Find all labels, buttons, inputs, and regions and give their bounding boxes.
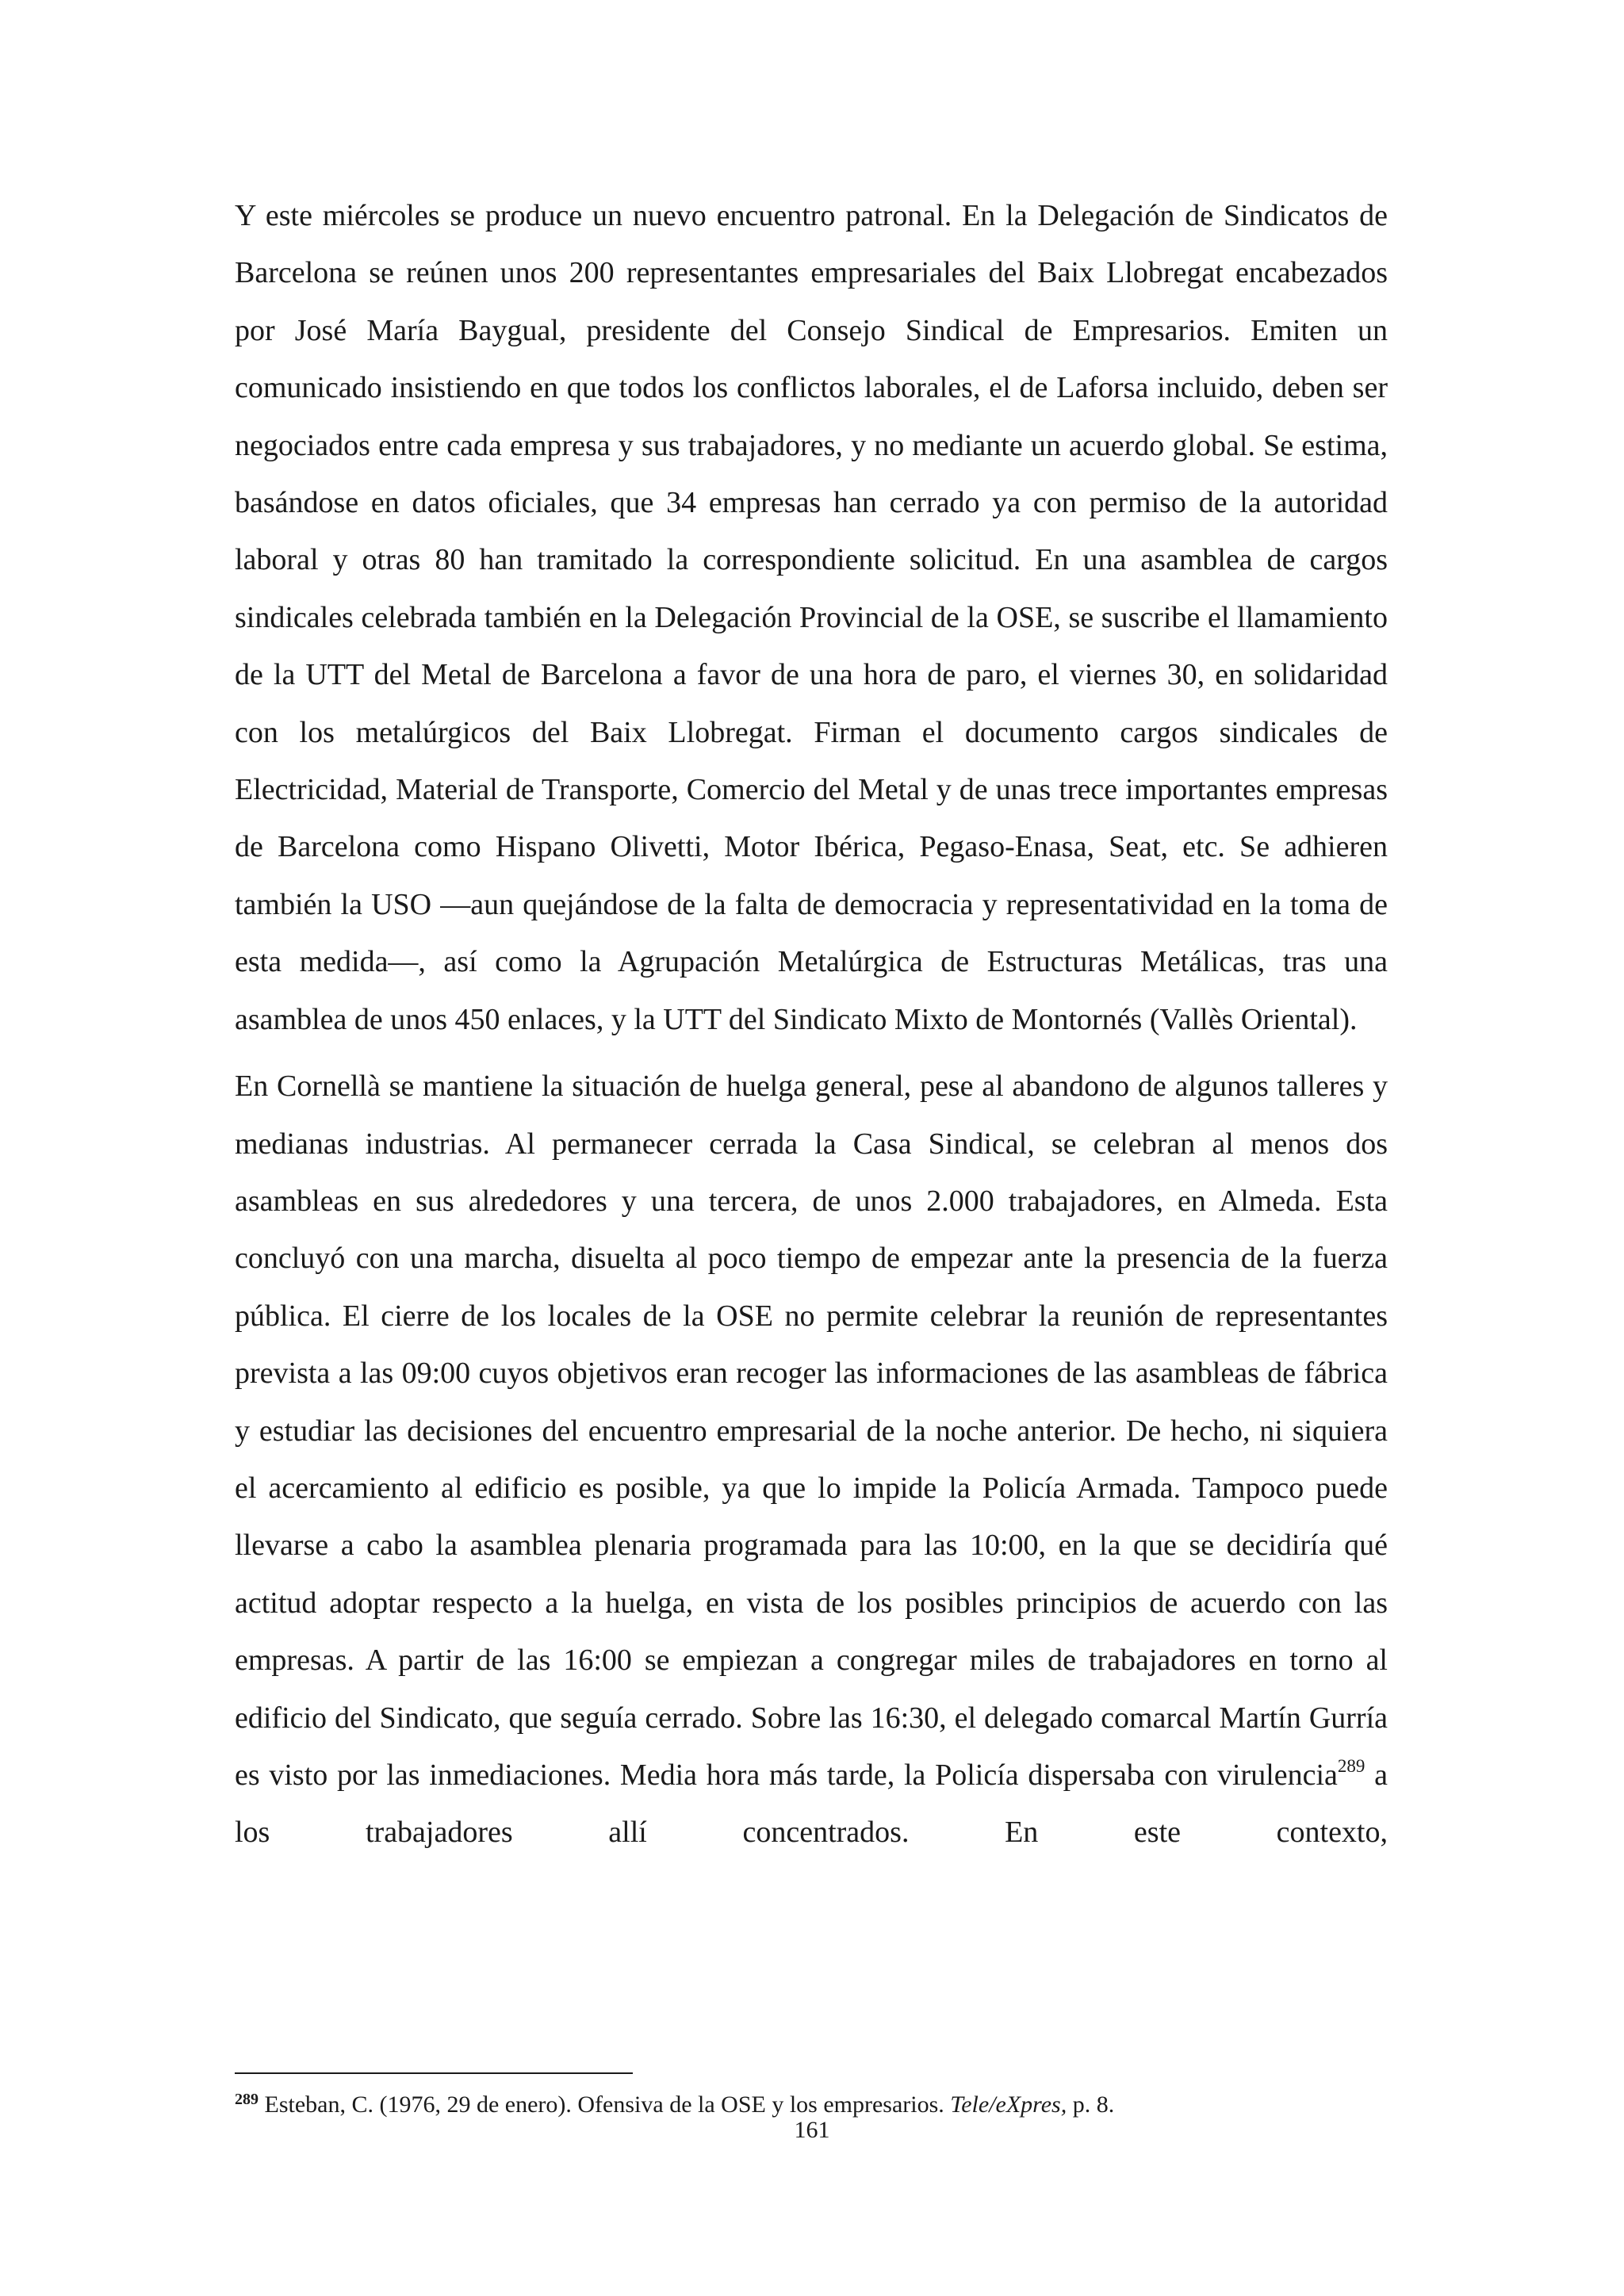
- footnote-text: Esteban, C. (1976, 29 de enero). Ofensiva de la OSE y los empresarios.: [259, 2091, 951, 2118]
- paragraph-2-text: En Cornellà se mantiene la situación de huelga general, pese al abandono de algunos talleres y medianas industrias. Al permanecer cerrada la Casa Sindical, se celebran al menos dos asambleas en sus alrededores y una tercera, de unos 2.000 trabajadores, en Almeda. Esta concluyó con una marcha, disuelta al poco tiempo de empezar ante la presencia de la fuerza pública. El cierre de los locales de la OSE no permite celebrar la reunión de representantes prevista a las 09:00 cuyos objetivos eran recoger las informaciones de las asambleas de fábrica y estudiar las decisiones del encuentro empresarial de la noche anterior. De hecho, ni siquiera el acercamiento al edificio es posible, ya que lo impide la Policía Armada. Tampoco puede llevarse a cabo la asamblea plenaria programada para las 10:00, en la que se decidiría qué actitud adoptar respecto a la huelga, en vista de los posibles principios de acuerdo con las empresas. A partir de las 16:00 se empiezan a congregar miles de trabajadores en torno al edificio del Sindicato, que seguía cerrado. Sobre las 16:30, el delegado comarcal Martín Gurría es visto por las inmediaciones. Media hora más tarde, la Policía dispersaba con virulencia: [235, 1070, 1388, 1792]
- paragraph-2: [235, 1058, 1388, 1862]
- footnote-reference[interactable]: 289: [1337, 1755, 1365, 1776]
- footnote-number: 289: [235, 2091, 259, 2108]
- page-number: 161: [794, 2117, 830, 2143]
- paragraph-1: Y este miércoles se produce un nuevo encuentro patronal. En la Delegación de Sindicatos de Barcelona se reúnen unos 200 representantes empresariales del Baix Llobregat encabezados por José María Baygual, presidente del Consejo Sindical de Empresarios. Emiten un comunicado insistiendo en que todos los conflictos laborales, el de Laforsa incluido, deben ser negociados entre cada empresa y sus trabajadores, y no mediante un acuerdo global. Se estima, basándose en datos oficiales, que 34 empresas han cerrado ya con permiso de la autoridad laboral y otras 80 han tramitado la correspondiente solicitud. En una asamblea de cargos sindicales celebrada también en la Delegación Provincial de la OSE, se suscribe el llamamiento de la UTT del Metal de Barcelona a favor de una hora de paro, el viernes 30, en solidaridad con los metalúrgicos del Baix Llobregat. Firman el documento cargos sindicales de Electricidad, Material de Transporte, Comercio del Metal y de unas trece importantes empresas de Barcelona como Hispano Olivetti, Motor Ibérica, Pegaso-Enasa, Seat, etc. Se adhieren también la USO —aun quejándose de la falta de democracia y representatividad en la toma de esta medida—, así como la Agrupación Metalúrgica de Estructuras Metálicas, tras una asamblea de unos 450 enlaces, y la UTT del Sindicato Mixto de Montornés (Vallès Oriental).: [235, 199, 1388, 1036]
- footnote-text-end: p. 8.: [1067, 2091, 1115, 2118]
- footnote-separator: [235, 2072, 633, 2074]
- body-text: [235, 187, 1388, 1871]
- footnote-source-title: Tele/eXpres,: [950, 2091, 1067, 2118]
- paragraph-2-text-end: a los trabajadores allí concentrados. En este contexto,: [235, 1758, 1388, 1850]
